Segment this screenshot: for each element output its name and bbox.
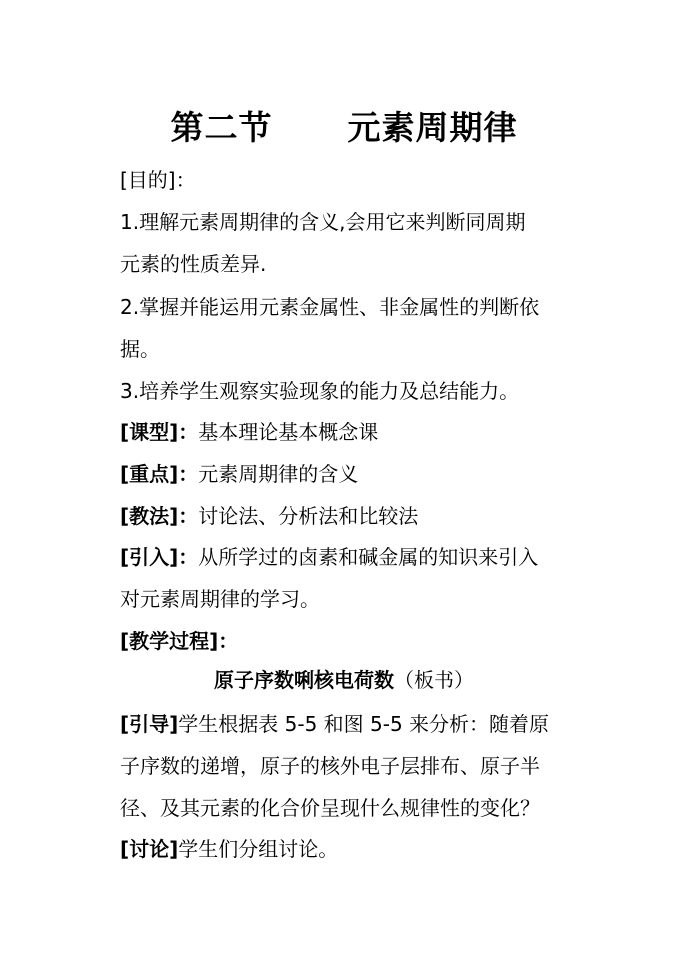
goal2-line2: 据。 [120,337,160,361]
process-heading: [教学过程]： [120,629,239,653]
intro-value-line1: 从所学过的卤素和碱金属的知识来引入 [198,545,539,569]
guide-label: [引导] [120,712,179,736]
intro-value-line2: 对元素周期律的学习。 [120,587,320,611]
guide-line2: 子序数的递增，原子的核外电子层排布、原子半 [120,754,540,778]
type-row [120,418,378,446]
intro-label: [引入]： [120,545,199,569]
page-title: 第二节 元素周期律 [170,108,518,147]
method-value: 讨论法、分析法和比较法 [198,504,419,528]
type-label: [课型]： [120,420,199,444]
intro-row [120,543,538,571]
section-heading [0,666,688,694]
goal1-line2: 元素的性质差异. [120,252,267,276]
focus-row [120,460,358,488]
goal-heading: [目的]： [120,168,196,192]
goal2-line1: 2.掌握并能运用元素金属性、非金属性的判断依 [120,295,540,319]
section-note: （板书） [394,668,474,692]
goal1-line1: 1.理解元素周期律的含义,会用它来判断同周期 [120,210,526,234]
focus-label: [重点]： [120,462,199,486]
guide-line1: 学生根据表 5-5 和图 5-5 来分析：随着原 [178,712,550,736]
method-label: [教法]： [120,504,199,528]
guide-row [120,710,549,738]
section-bold: 原子序数唎核电荷数 [214,668,394,692]
guide-line3: 径、及其元素的化合价呈现什么规律性的变化？ [120,796,540,820]
discuss-row [120,835,338,863]
focus-value: 元素周期律的含义 [198,462,359,486]
method-row [120,502,418,530]
type-value: 基本理论基本概念课 [198,420,379,444]
discuss-value: 学生们分组讨论。 [178,837,339,861]
goal3: 3.培养学生观察实验现象的能力及总结能力。 [120,379,520,403]
discuss-label: [讨论] [120,837,179,861]
